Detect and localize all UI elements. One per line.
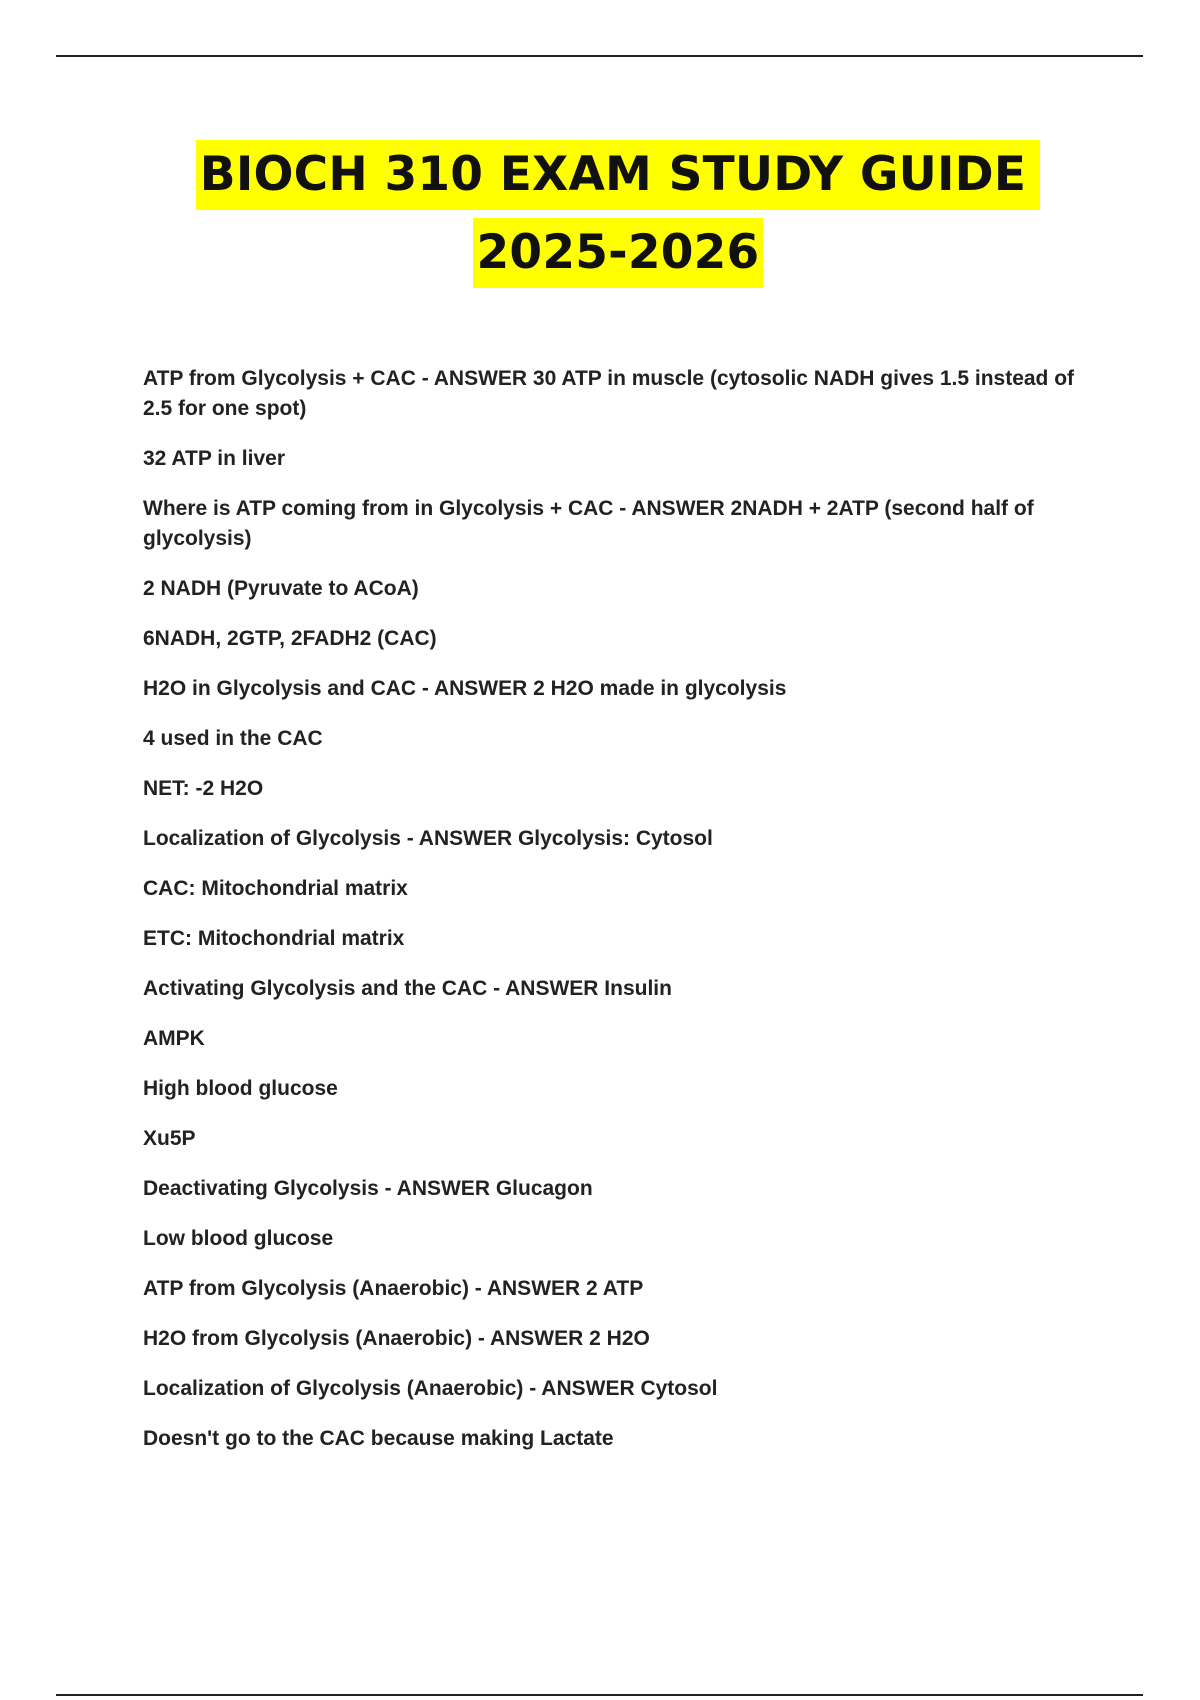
- entry-text: ETC: Mitochondrial matrix: [143, 927, 405, 950]
- title-line-1: BIOCH 310 EXAM STUDY GUIDE: [196, 140, 1040, 210]
- top-rule: [56, 55, 1143, 57]
- entry-text: Activating Glycolysis and the CAC - ANSWER Insulin: [143, 977, 672, 1000]
- study-guide-content: [143, 364, 1103, 1474]
- entry-text: Localization of Glycolysis - ANSWER Glycolysis: Cytosol: [143, 827, 713, 850]
- entry-text: Low blood glucose: [143, 1227, 334, 1250]
- bottom-rule: [56, 1694, 1143, 1696]
- entry-text: 2 NADH (Pyruvate to ACoA): [143, 577, 419, 600]
- entry-text: Xu5P: [143, 1127, 196, 1150]
- entry-text: ATP from Glycolysis + CAC - ANSWER 30 ATP in muscle (cytosolic NADH gives 1.5 instead of 2.5 for one spot): [143, 367, 1075, 420]
- entry-text: H2O in Glycolysis and CAC - ANSWER 2 H2O made in glycolysis: [143, 677, 787, 700]
- entry-text: CAC: Mitochondrial matrix: [143, 877, 408, 900]
- entry-text: 32 ATP in liver: [143, 447, 286, 470]
- document-title: [0, 140, 1200, 288]
- entry-text: High blood glucose: [143, 1077, 338, 1100]
- entry-text: 6NADH, 2GTP, 2FADH2 (CAC): [143, 627, 437, 650]
- entry-text: ATP from Glycolysis (Anaerobic) - ANSWER 2 ATP: [143, 1277, 644, 1300]
- entry-text: H2O from Glycolysis (Anaerobic) - ANSWER 2 H2O: [143, 1327, 650, 1350]
- entry-text: NET: -2 H2O: [143, 777, 264, 800]
- entry-text: Where is ATP coming from in Glycolysis + CAC - ANSWER 2NADH + 2ATP (second half of glycolysis): [143, 497, 1034, 550]
- entry-text: AMPK: [143, 1027, 205, 1050]
- title-line-2: 2025-2026: [473, 218, 764, 288]
- entry-text: Doesn't go to the CAC because making Lactate: [143, 1427, 614, 1450]
- entry-text: Localization of Glycolysis (Anaerobic) - ANSWER Cytosol: [143, 1377, 718, 1400]
- entry-text: Deactivating Glycolysis - ANSWER Glucagon: [143, 1177, 593, 1200]
- entry-text: 4 used in the CAC: [143, 727, 323, 750]
